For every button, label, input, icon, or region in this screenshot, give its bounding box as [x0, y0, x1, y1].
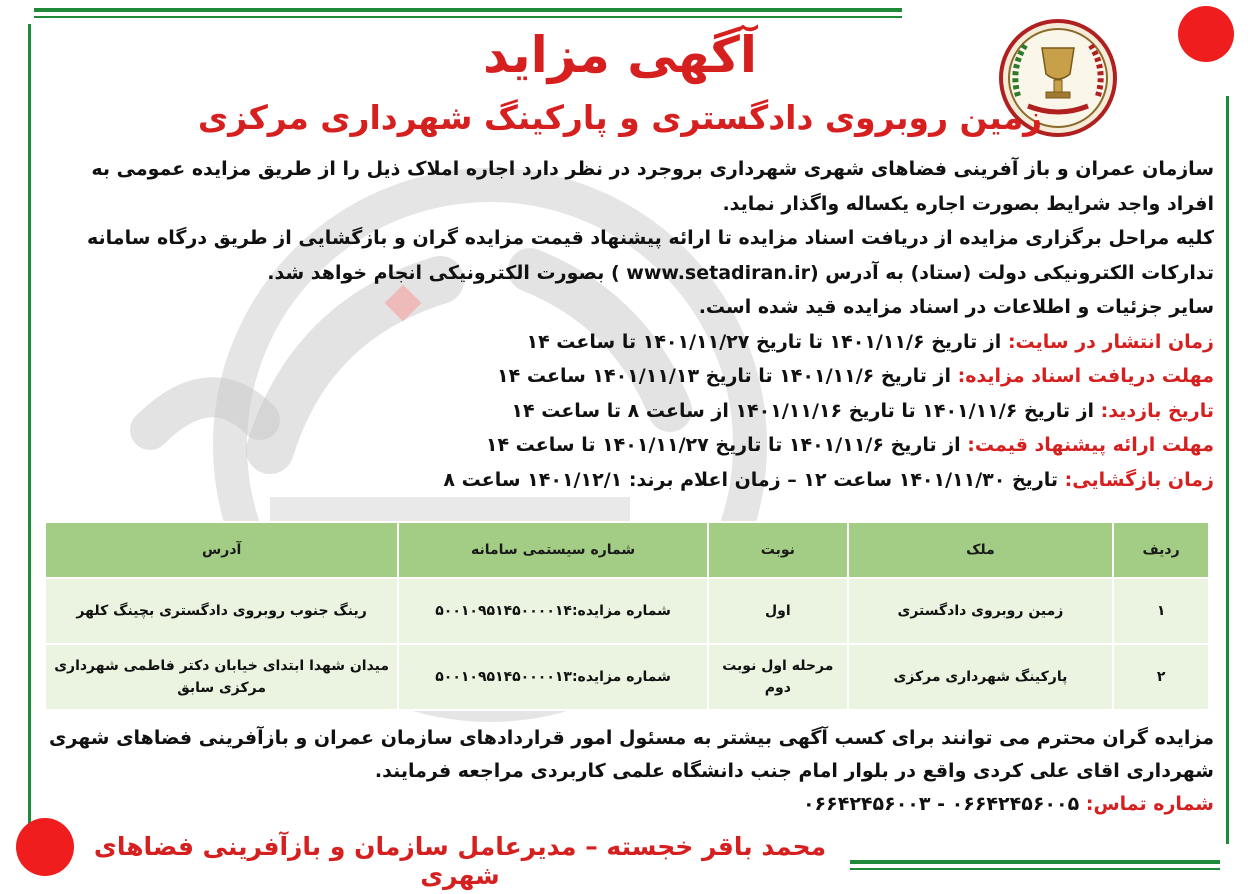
schedule-label: مهلت ارائه پیشنهاد قیمت:: [967, 434, 1214, 456]
cell-melk: پارکینگ شهرداری مرکزی: [848, 644, 1113, 710]
intro-paragraph-1: سازمان عمران و باز آفرینی فضاهای شهری شهرداری بروجرد در نظر دارد اجاره املاک ذیل را از طریق مزایده عمومی به افراد واجد شرایط بصورت اجاره یکساله واگذار نماید.: [91, 158, 1214, 215]
cell-nobat: مرحله اول نوبت دوم: [708, 644, 848, 710]
cell-system-number: شماره مزایده:۵۰۰۱۰۹۵۱۴۵۰۰۰۰۱۴: [398, 578, 708, 644]
cell-address: رینگ جنوب روبروی دادگستری بچینگ کلهر: [45, 578, 398, 644]
intro-paragraph-3: سایر جزئیات و اطلاعات در اسناد مزایده قید شده است.: [698, 296, 1214, 318]
schedule-label: زمان انتشار در سایت:: [1007, 330, 1214, 353]
intro-paragraph-2: [38, 221, 1214, 290]
cell-melk: زمین روبروی دادگستری: [848, 578, 1113, 644]
red-dot-bottom-decoration: [16, 818, 74, 876]
schedule-label: زمان بازگشایی:: [1064, 468, 1214, 491]
announcement-title: آگهی مزاید: [482, 26, 758, 84]
cell-address: میدان شهدا ابتدای خیابان دکتر فاطمی شهرداری مرکزی سابق: [45, 644, 398, 710]
frame-line-bottom: [850, 860, 1220, 864]
announcement-subtitle: زمین روبروی دادگستری و پارکینگ شهرداری مرکزی: [197, 98, 1043, 137]
schedule-line-visit: [38, 394, 1214, 429]
footer-note: مزایده گران محترم می توانند برای کسب آگهی بیشتر به مسئول امور قراردادهای سازمان عمران و بازآفرینی فضاهای شهری شهرداری اقای علی کردی واقع در بلوار امام جنب دانشگاه علمی کاربردی مراجعه فرمایند.: [49, 727, 1214, 782]
frame-line-bottom-thin: [850, 868, 1220, 870]
header-cell-system-number: شماره سیستمی سامانه: [398, 522, 708, 578]
signature-line: محمد باقر خجسته – مدیرعامل سازمان و بازآفرینی فضاهای شهری: [93, 832, 827, 890]
intro-paragraph-2-end: ) بصورت الکترونیکی انجام خواهد شد.: [267, 261, 627, 284]
header-cell-radif: ردیف: [1113, 522, 1209, 578]
header-cell-address: آدرس: [45, 522, 398, 578]
schedule-value: از تاریخ ۱۴۰۱/۱۱/۶ تا تاریخ ۱۴۰۱/۱۱/۱۶ از ساعت ۸ تا ساعت ۱۴: [511, 399, 1101, 422]
schedule-value: از تاریخ ۱۴۰۱/۱۱/۶ تا تاریخ ۱۴۰۱/۱۱/۲۷ تا ساعت ۱۴: [485, 434, 968, 456]
header-cell-nobat: نوبت: [708, 522, 848, 578]
table-row: [45, 644, 1209, 710]
schedule-value: تاریخ ۱۴۰۱/۱۱/۳۰ ساعت ۱۲ – زمان اعلام برند: ۱۴۰۱/۱۲/۱ ساعت ۸: [443, 468, 1065, 491]
red-dot-top-decoration: [1178, 6, 1234, 62]
contact-phones: ۰۶۶۴۲۴۵۶۰۰۵ - ۰۶۶۴۲۴۵۶۰۰۳: [802, 793, 1086, 815]
table-header-row: [45, 522, 1209, 578]
schedule-value: از تاریخ ۱۴۰۱/۱۱/۶ تا تاریخ ۱۴۰۱/۱۱/۱۳ ساعت ۱۴: [497, 365, 958, 387]
website-url: www.setadiran.ir: [626, 261, 810, 284]
contact-line: [38, 788, 1214, 821]
announcement-body: [38, 152, 1214, 497]
footer-block: [38, 722, 1214, 821]
contact-label: شماره تماس:: [1085, 793, 1214, 815]
properties-table: [44, 521, 1210, 711]
frame-line-right: [1226, 96, 1229, 844]
intro-paragraph-2-start: کلیه مراحل برگزاری مزایده از دریافت اسناد مزایده تا ارائه پیشنهاد قیمت مزایده گران و بازگشایی از طریق درگاه سامانه تدارکات الکترونیکی دولت (ستاد) به آدرس (: [87, 227, 1214, 284]
schedule-line-documents: [38, 359, 1214, 394]
table-row: [45, 578, 1209, 644]
schedule-line-publish: [38, 325, 1214, 360]
schedule-line-opening: [38, 463, 1214, 498]
schedule-label: تاریخ بازدید:: [1100, 399, 1214, 422]
frame-line-top-thin: [34, 16, 902, 18]
cell-radif: ۲: [1113, 644, 1209, 710]
cell-nobat: اول: [708, 578, 848, 644]
frame-line-top: [34, 8, 902, 12]
frame-line-left: [28, 24, 31, 844]
header-cell-melk: ملک: [848, 522, 1113, 578]
schedule-label: مهلت دریافت اسناد مزایده:: [957, 365, 1214, 387]
schedule-line-offer: [38, 428, 1214, 463]
schedule-value: از تاریخ ۱۴۰۱/۱۱/۶ تا تاریخ ۱۴۰۱/۱۱/۲۷ تا ساعت ۱۴: [526, 330, 1008, 353]
cell-system-number: شماره مزایده:۵۰۰۱۰۹۵۱۴۵۰۰۰۰۱۳: [398, 644, 708, 710]
cell-radif: ۱: [1113, 578, 1209, 644]
